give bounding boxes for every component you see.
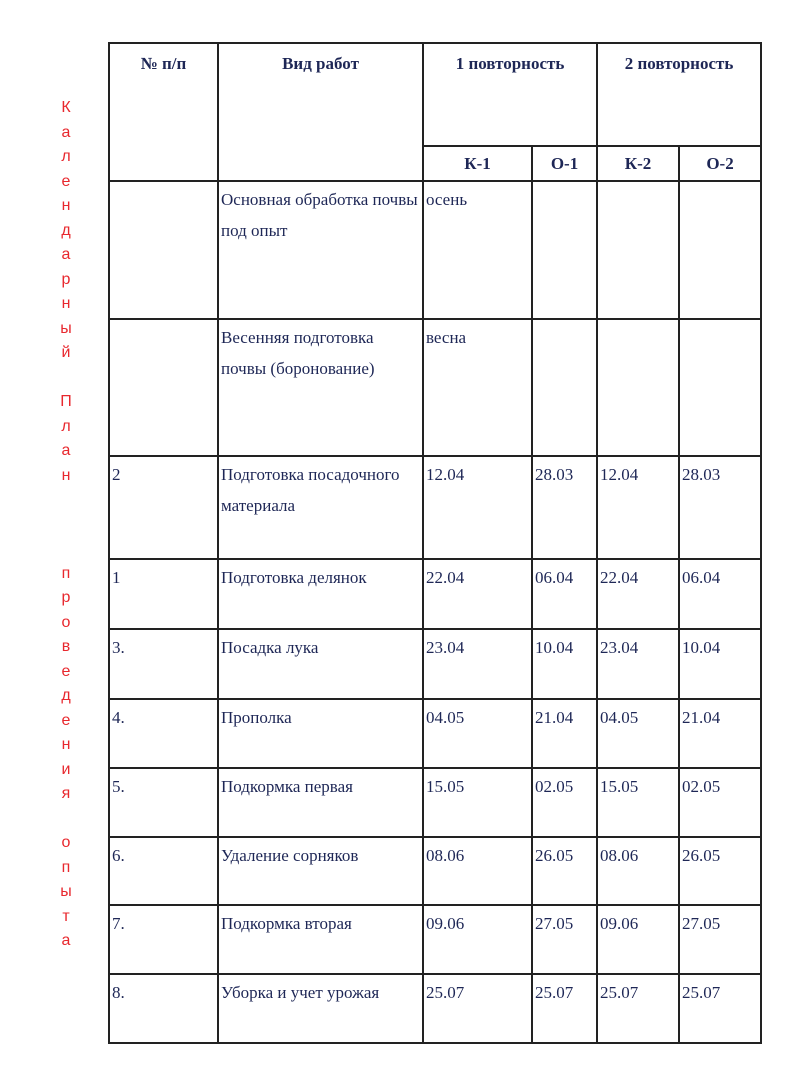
vertical-title-letter: р: [61, 589, 71, 606]
vertical-title-letter: я: [61, 785, 71, 802]
cell-o1: 25.07: [532, 974, 597, 1043]
header-k1: К-1: [423, 146, 532, 181]
header-k2: К-2: [597, 146, 679, 181]
cell-k1: весна: [423, 319, 532, 456]
header-work: Вид работ: [218, 43, 423, 181]
cell-k2: 04.05: [597, 699, 679, 768]
vertical-title-letter: о: [61, 613, 71, 631]
cell-work: Весенняя подготовка почвы (боронование): [218, 319, 423, 456]
vertical-title-letter: о: [61, 834, 71, 851]
cell-work: Посадка лука: [218, 629, 423, 699]
vertical-title-letter: л: [61, 417, 71, 435]
cell-num: 5.: [109, 768, 218, 837]
cell-o1: 26.05: [532, 837, 597, 905]
vertical-title-letter: й: [61, 344, 71, 361]
cell-k1: 23.04: [423, 629, 532, 699]
cell-o2: [679, 319, 761, 456]
header-num: № п/п: [109, 43, 218, 181]
vertical-title-letter: а: [61, 123, 71, 141]
cell-work: Подготовка делянок: [218, 559, 423, 629]
cell-k2: 12.04: [597, 456, 679, 559]
cell-o2: 02.05: [679, 768, 761, 837]
cell-o2: 10.04: [679, 629, 761, 699]
vertical-title-letter: П: [60, 393, 72, 410]
schedule-table: [108, 42, 762, 1044]
vertical-title-letter: и: [61, 760, 71, 778]
header-o1: О-1: [532, 146, 597, 181]
cell-num: [109, 181, 218, 319]
cell-k2: 22.04: [597, 559, 679, 629]
cell-k2: 09.06: [597, 905, 679, 974]
table-row: [109, 559, 761, 629]
cell-num: 1: [109, 559, 218, 629]
vertical-title-word: [56, 562, 76, 807]
table-row: [109, 319, 761, 456]
cell-work: Подкормка вторая: [218, 905, 423, 974]
cell-k2: [597, 319, 679, 456]
vertical-title-letter: т: [62, 907, 70, 925]
cell-o2: 25.07: [679, 974, 761, 1043]
vertical-title: [56, 96, 76, 954]
cell-num: 3.: [109, 629, 218, 699]
vertical-title-letter: ы: [60, 319, 72, 337]
cell-k2: 25.07: [597, 974, 679, 1043]
table-row: [109, 974, 761, 1043]
vertical-title-letter: п: [61, 858, 71, 876]
cell-o2: 27.05: [679, 905, 761, 974]
cell-o1: 06.04: [532, 559, 597, 629]
cell-num: 2: [109, 456, 218, 559]
vertical-title-letter: н: [61, 295, 71, 312]
table-row: [109, 629, 761, 699]
cell-o2: 21.04: [679, 699, 761, 768]
vertical-title-letter: д: [61, 221, 71, 239]
table-row: [109, 699, 761, 768]
cell-k1: 09.06: [423, 905, 532, 974]
vertical-title-word: [56, 831, 76, 954]
cell-k1: 22.04: [423, 559, 532, 629]
vertical-title-word: [56, 390, 76, 488]
cell-work: Удаление сорняков: [218, 837, 423, 905]
cell-o2: 06.04: [679, 559, 761, 629]
cell-o2: [679, 181, 761, 319]
cell-k2: 23.04: [597, 629, 679, 699]
vertical-title-letter: а: [61, 442, 71, 459]
table-row: [109, 905, 761, 974]
vertical-title-letter: К: [61, 99, 71, 116]
cell-work: Основная обработка почвы под опыт: [218, 181, 423, 319]
cell-o2: 26.05: [679, 837, 761, 905]
vertical-title-letter: н: [61, 736, 71, 753]
cell-k1: 25.07: [423, 974, 532, 1043]
vertical-title-letter: н: [61, 197, 71, 214]
cell-o1: 02.05: [532, 768, 597, 837]
header-o2: О-2: [679, 146, 761, 181]
vertical-title-letter: е: [61, 711, 71, 729]
cell-num: 4.: [109, 699, 218, 768]
table-row: [109, 768, 761, 837]
cell-o1: 27.05: [532, 905, 597, 974]
cell-o1: 28.03: [532, 456, 597, 559]
cell-work: Подкормка первая: [218, 768, 423, 837]
cell-k1: 04.05: [423, 699, 532, 768]
cell-work: Прополка: [218, 699, 423, 768]
cell-num: 8.: [109, 974, 218, 1043]
vertical-title-letter: л: [61, 148, 71, 165]
table-row: [109, 456, 761, 559]
cell-o1: [532, 181, 597, 319]
cell-k1: 08.06: [423, 837, 532, 905]
vertical-title-letter: д: [61, 687, 71, 704]
cell-k1: 12.04: [423, 456, 532, 559]
vertical-title-letter: в: [61, 638, 71, 655]
vertical-title-letter: п: [61, 564, 71, 582]
vertical-title-word: [56, 96, 76, 366]
cell-k1: 15.05: [423, 768, 532, 837]
cell-o2: 28.03: [679, 456, 761, 559]
vertical-title-letter: р: [61, 270, 71, 288]
cell-k2: 08.06: [597, 837, 679, 905]
cell-k2: [597, 181, 679, 319]
vertical-title-letter: е: [61, 172, 71, 190]
vertical-title-letter: е: [61, 662, 71, 680]
cell-work: Уборка и учет урожая: [218, 974, 423, 1043]
cell-k2: 15.05: [597, 768, 679, 837]
vertical-title-letter: н: [61, 466, 71, 484]
cell-work: Подготовка посадочного материала: [218, 456, 423, 559]
cell-o1: 21.04: [532, 699, 597, 768]
vertical-title-letter: ы: [60, 883, 72, 900]
vertical-title-letter: а: [61, 932, 71, 949]
table-row: [109, 181, 761, 319]
cell-o1: [532, 319, 597, 456]
cell-num: 7.: [109, 905, 218, 974]
header-rep2: 2 повторность: [597, 43, 761, 146]
table-row: [109, 837, 761, 905]
cell-num: 6.: [109, 837, 218, 905]
cell-o1: 10.04: [532, 629, 597, 699]
cell-num: [109, 319, 218, 456]
vertical-title-letter: а: [61, 246, 71, 263]
cell-k1: осень: [423, 181, 532, 319]
header-rep1: 1 повторность: [423, 43, 597, 146]
